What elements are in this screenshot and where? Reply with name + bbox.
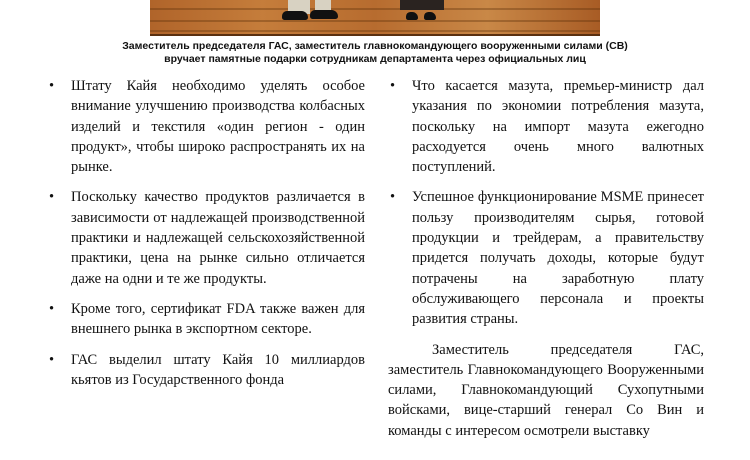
- bullet-icon: •: [49, 300, 55, 317]
- caption-line-1: Заместитель председателя ГАС, заместитель главнокомандующего вооруженными силами (СВ): [122, 40, 628, 52]
- bullet-icon: •: [390, 189, 396, 206]
- bullet-item: [47, 187, 365, 288]
- body-paragraph: Заместитель председателя ГАС, заместитель Главнокомандующего Вооруженными силами, Главнокомандующий Сухопутными войсками, вице-старший генерал Со Вин и команды с интересом осмотрели выставку: [388, 341, 704, 439]
- bullet-item: [388, 76, 704, 177]
- bullet-text: Что касается мазута, премьер-министр дал указания по экономии потребления мазута, поскольку на импорт мазута ежегодно расходуется очень много валютных поступлений.: [412, 78, 704, 176]
- bullet-icon: •: [49, 78, 55, 94]
- bullet-icon: •: [390, 78, 396, 94]
- right-column: [388, 76, 704, 441]
- bullet-item: [47, 350, 365, 391]
- photo-award-ceremony: [150, 0, 600, 36]
- bullet-item: [47, 76, 365, 177]
- bullet-item: [47, 299, 365, 340]
- bullet-text: Штату Кайя необходимо уделять особое внимание улучшению производства колбасных изделий и текстиля «один регион - один продукт», чтобы широко распространять их на рынке.: [71, 78, 365, 176]
- bullet-icon: •: [49, 351, 55, 368]
- caption-line-2: вручает памятные подарки сотрудникам департамента через официальных лиц: [164, 53, 586, 65]
- bullet-item: [388, 187, 704, 329]
- bullet-icon: •: [49, 189, 55, 206]
- bullet-text: Поскольку качество продуктов различается в зависимости от надлежащей производственной практики и надлежащей сельскохозяйственной практики, цена на рынке сильно отличается даже на одни и те же продукты.: [71, 189, 365, 287]
- photo-caption: [90, 40, 660, 66]
- left-column: [47, 76, 365, 400]
- bullet-text: ГАС выделил штату Кайя 10 миллиардов кьятов из Государственного фонда: [71, 351, 365, 388]
- bullet-text: Кроме того, сертификат FDA также важен для внешнего рынка в экспортном секторе.: [71, 300, 365, 338]
- bullet-text: Успешное функционирование MSME принесет пользу производителям сырья, готовой продукции и трейдерам, а правительству придется получать доходы, которые будут потрачены на заработную плату обслуживающего персонала и проекты развития страны.: [412, 189, 704, 328]
